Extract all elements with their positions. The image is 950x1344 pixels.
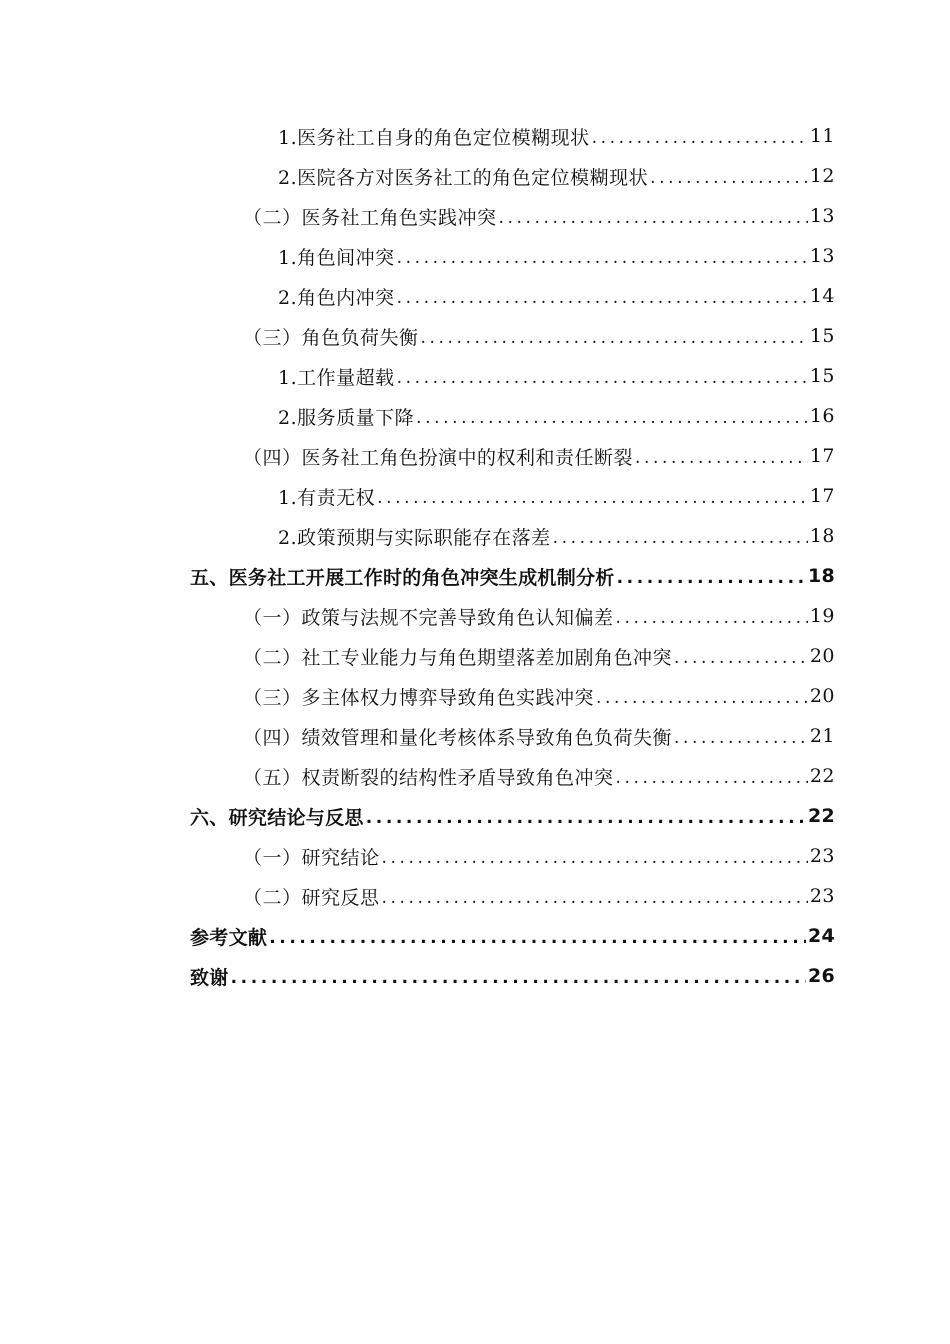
toc-entry[interactable] xyxy=(0,396,950,436)
toc-entry-page: 20 xyxy=(809,685,835,707)
dot-leader xyxy=(416,406,808,427)
toc-entry-page: 13 xyxy=(809,205,835,227)
toc-entry-title: 致谢 xyxy=(190,966,229,989)
toc-entry-page: 18 xyxy=(807,565,835,587)
dot-leader xyxy=(499,206,808,227)
dot-leader xyxy=(397,286,808,307)
toc-entry-title: （三）多主体权力博弈导致角色实践冲突 xyxy=(243,686,595,709)
toc-chapter-entry[interactable] xyxy=(0,556,950,596)
toc-entry[interactable] xyxy=(0,836,950,876)
toc-entry-title: 1.工作量超载 xyxy=(278,366,395,389)
dot-leader xyxy=(616,606,808,627)
toc-chapter-entry[interactable] xyxy=(0,956,950,996)
dot-leader xyxy=(674,726,808,747)
toc-entry-page: 16 xyxy=(809,405,835,427)
toc-entry-title: （四）医务社工角色扮演中的权利和责任断裂 xyxy=(243,446,634,469)
toc-entry[interactable] xyxy=(0,316,950,356)
dot-leader xyxy=(592,126,808,147)
dot-leader xyxy=(674,646,808,667)
toc-entry-page: 15 xyxy=(809,325,835,347)
toc-entry[interactable] xyxy=(0,756,950,796)
toc-entry-title: （二）研究反思 xyxy=(243,886,380,909)
toc-entry[interactable] xyxy=(0,156,950,196)
toc-entry-title: 六、研究结论与反思 xyxy=(190,806,364,829)
toc-entry[interactable] xyxy=(0,436,950,476)
toc-entry-title: 1.有责无权 xyxy=(278,486,376,509)
toc-entry[interactable] xyxy=(0,596,950,636)
toc-entry-title: 2.角色内冲突 xyxy=(278,286,395,309)
dot-leader xyxy=(616,766,808,787)
dot-leader xyxy=(382,886,808,907)
toc-entry-title: （二）医务社工角色实践冲突 xyxy=(243,206,497,229)
toc-entry-page: 17 xyxy=(809,445,835,467)
dot-leader xyxy=(617,566,806,587)
dot-leader xyxy=(650,166,808,187)
dot-leader xyxy=(397,246,808,267)
toc-entry-title: （四）绩效管理和量化考核体系导致角色负荷失衡 xyxy=(243,726,673,749)
toc-entry-title: （一）研究结论 xyxy=(243,846,380,869)
toc-entry[interactable] xyxy=(0,276,950,316)
dot-leader xyxy=(397,366,808,387)
toc-entry-title: （三）角色负荷失衡 xyxy=(243,326,419,349)
dot-leader xyxy=(553,526,808,547)
toc-entry-title: （五）权责断裂的结构性矛盾导致角色冲突 xyxy=(243,766,614,789)
toc-entry[interactable] xyxy=(0,676,950,716)
toc-entry-title: 2.政策预期与实际职能存在落差 xyxy=(278,526,551,549)
dot-leader xyxy=(421,326,808,347)
toc-entry[interactable] xyxy=(0,636,950,676)
toc-chapter-entry[interactable] xyxy=(0,916,950,956)
toc-entry-title: 1.角色间冲突 xyxy=(278,246,395,269)
toc-entry-title: （一）政策与法规不完善导致角色认知偏差 xyxy=(243,606,614,629)
toc-entry-page: 13 xyxy=(809,245,835,267)
toc-entry-page: 19 xyxy=(809,605,835,627)
toc-entry-page: 22 xyxy=(809,765,835,787)
toc-entry-page: 11 xyxy=(809,125,835,147)
dot-leader xyxy=(635,446,808,467)
toc-entry[interactable] xyxy=(0,196,950,236)
toc-entry-title: 1.医务社工自身的角色定位模糊现状 xyxy=(278,126,590,149)
toc-entry[interactable] xyxy=(0,476,950,516)
toc-entry-page: 24 xyxy=(807,925,835,947)
toc-chapter-entry[interactable] xyxy=(0,796,950,836)
toc-entry-page: 26 xyxy=(807,965,835,987)
toc-entry-page: 15 xyxy=(809,365,835,387)
dot-leader xyxy=(596,686,808,707)
toc-entry-title: 参考文献 xyxy=(190,926,268,949)
toc-entry-title: 五、医务社工开展工作时的角色冲突生成机制分析 xyxy=(190,566,615,589)
dot-leader xyxy=(269,926,806,947)
toc-entry[interactable] xyxy=(0,876,950,916)
toc-entry-title: 2.医院各方对医务社工的角色定位模糊现状 xyxy=(278,166,649,189)
toc-entry[interactable] xyxy=(0,236,950,276)
toc-entry-page: 20 xyxy=(809,645,835,667)
toc-entry[interactable] xyxy=(0,356,950,396)
toc-entry-title: （二）社工专业能力与角色期望落差加剧角色冲突 xyxy=(243,646,673,669)
toc-entry-page: 17 xyxy=(809,485,835,507)
table-of-contents xyxy=(0,116,950,996)
dot-leader xyxy=(366,806,806,827)
toc-entry[interactable] xyxy=(0,116,950,156)
toc-entry-page: 23 xyxy=(809,845,835,867)
toc-entry-page: 12 xyxy=(809,165,835,187)
dot-leader xyxy=(382,846,808,867)
toc-entry-title: 2.服务质量下降 xyxy=(278,406,415,429)
dot-leader xyxy=(231,966,806,987)
toc-entry[interactable] xyxy=(0,716,950,756)
toc-entry[interactable] xyxy=(0,516,950,556)
toc-entry-page: 22 xyxy=(807,805,835,827)
toc-entry-page: 21 xyxy=(809,725,835,747)
toc-entry-page: 18 xyxy=(809,525,835,547)
toc-entry-page: 23 xyxy=(809,885,835,907)
toc-entry-page: 14 xyxy=(809,285,835,307)
dot-leader xyxy=(377,486,808,507)
